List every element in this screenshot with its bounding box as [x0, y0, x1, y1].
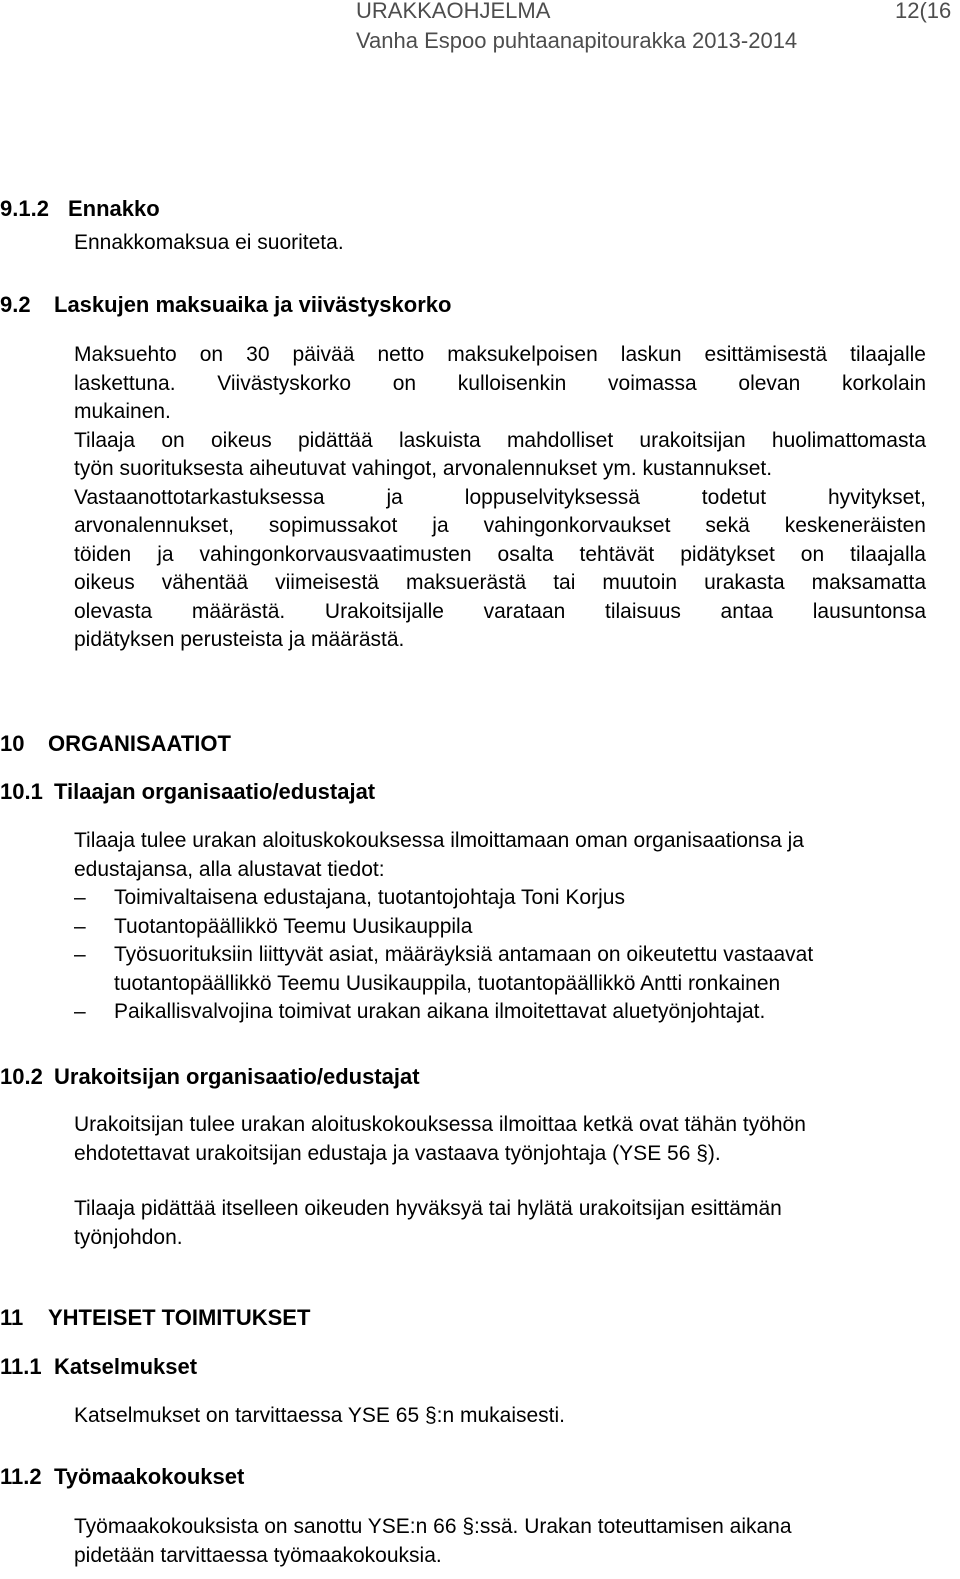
dash-bullet: –: [74, 943, 86, 966]
document-title: URAKKAOHJELMA: [356, 0, 551, 23]
section-number: 10.1: [0, 779, 43, 804]
section-heading-9-1-2: [0, 196, 160, 222]
section-number: 10: [0, 731, 25, 756]
text-line: työnjohdon.: [74, 1225, 183, 1249]
dash-bullet: –: [74, 886, 86, 909]
section-heading-9-2: [0, 292, 451, 318]
text-line: Urakoitsijan tulee urakan aloituskokouksessa ilmoittaa ketkä ovat tähän työhön: [74, 1113, 806, 1136]
section-number: 11.1: [0, 1354, 42, 1379]
list-item: [74, 884, 934, 913]
text-line: pidetään tarvittaessa työmaakokouksia.: [74, 1543, 442, 1567]
representatives-list: [74, 884, 934, 1027]
list-item-text: Työsuorituksiin liittyvät asiat, määräyksiä antamaan on oikeutettu vastaavat: [114, 943, 814, 966]
section-number: 9.2: [0, 292, 31, 317]
text-line: Tilaaja tulee urakan aloituskokouksessa ilmoittamaan oman organisaationsa ja: [74, 829, 804, 852]
list-item-text: tuotantopäällikkö Teemu Uusikauppila, tuotantopäällikkö Antti ronkainen: [114, 971, 781, 995]
document-subtitle: Vanha Espoo puhtaanapitourakka 2013-2014: [356, 28, 798, 53]
section-number: 9.1.2: [0, 196, 49, 221]
section-heading-10-2: [0, 1064, 420, 1090]
text-line: töiden ja vahingonkorvausvaatimusten osalta tehtävät pidätykset on tilaajalla: [74, 542, 926, 566]
text-line: Tilaaja on oikeus pidättää laskuista mahdolliset urakoitsijan huolimattomasta: [74, 428, 926, 452]
text-line: Vastaanottotarkastuksessa ja loppuselvityksessä todetut hyvitykset,: [74, 485, 926, 509]
page-number: 12(16: [895, 0, 952, 23]
list-item: [74, 998, 934, 1027]
text-line: olevasta määrästä. Urakoitsijalle varataan tilaisuus antaa lausuntonsa: [74, 599, 926, 623]
section-heading-11-2: [0, 1464, 244, 1490]
section-number: 10.2: [0, 1064, 43, 1089]
section-number: 11: [0, 1305, 24, 1330]
text-line: Maksuehto on 30 päivää netto maksukelpoisen laskun esittämisestä tilaajalle: [74, 343, 926, 366]
text-line: työn suorituksesta aiheutuvat vahingot, arvonalennukset ym. kustannukset.: [74, 457, 773, 480]
list-item-text: Paikallisvalvojina toimivat urakan aikana ilmoitettavat aluetyönjohtajat.: [114, 1000, 766, 1023]
text-line: arvonalennukset, sopimussakot ja vahingonkorvaukset sekä keskeneräisten: [74, 514, 926, 537]
text-line: Tilaaja pidättää itselleen oikeuden hyväksyä tai hylätä urakoitsijan esittämän: [74, 1197, 782, 1220]
section-title: Tilaajan organisaatio/edustajat: [54, 779, 376, 804]
section-text-9-2: [74, 341, 926, 655]
section-text-10-2-p1: [74, 1111, 926, 1168]
section-text-10-2-p2: [74, 1195, 926, 1252]
text-line: laskettuna. Viivästyskorko on kulloisenkin voimassa olevan korkolain: [74, 371, 926, 395]
section-heading-10: [0, 731, 231, 757]
text-line: oikeus vähentää viimeisestä maksuerästä tai muutoin urakasta maksamatta: [74, 571, 926, 594]
list-item: [74, 941, 934, 998]
section-number: 11.2: [0, 1464, 42, 1489]
section-title: Työmaakokoukset: [54, 1464, 245, 1489]
section-heading-10-1: [0, 779, 375, 805]
section-title: Laskujen maksuaika ja viivästyskorko: [54, 292, 452, 317]
section-text-11-1: Katselmukset on tarvittaessa YSE 65 §:n mukaisesti.: [74, 1404, 566, 1427]
section-title: YHTEISET TOIMITUKSET: [48, 1305, 311, 1330]
section-heading-11-1: [0, 1354, 197, 1380]
section-text-11-2: [74, 1513, 926, 1570]
section-title: Ennakko: [68, 196, 160, 221]
section-text-9-1-2: Ennakkomaksua ei suoriteta.: [74, 231, 344, 254]
text-line: ehdotettavat urakoitsijan edustaja ja vastaava työnjohtaja (YSE 56 §).: [74, 1141, 721, 1165]
section-title: Katselmukset: [54, 1354, 198, 1379]
text-line: mukainen.: [74, 400, 171, 423]
dash-bullet: –: [74, 914, 86, 938]
section-heading-11: [0, 1305, 310, 1331]
list-item-text: Toimivaltaisena edustajana, tuotantojohtaja Toni Korjus: [114, 886, 625, 909]
text-line: Työmaakokouksista on sanottu YSE:n 66 §:ssä. Urakan toteuttamisen aikana: [74, 1515, 792, 1538]
text-line: edustajansa, alla alustavat tiedot:: [74, 857, 385, 881]
section-title: ORGANISAATIOT: [48, 731, 231, 756]
list-item: [74, 913, 934, 942]
section-title: Urakoitsijan organisaatio/edustajat: [54, 1064, 420, 1089]
section-text-10-1: [74, 827, 926, 884]
list-item-text: Tuotantopäällikkö Teemu Uusikauppila: [114, 914, 473, 938]
text-line: pidätyksen perusteista ja määrästä.: [74, 628, 405, 651]
dash-bullet: –: [74, 1000, 86, 1023]
